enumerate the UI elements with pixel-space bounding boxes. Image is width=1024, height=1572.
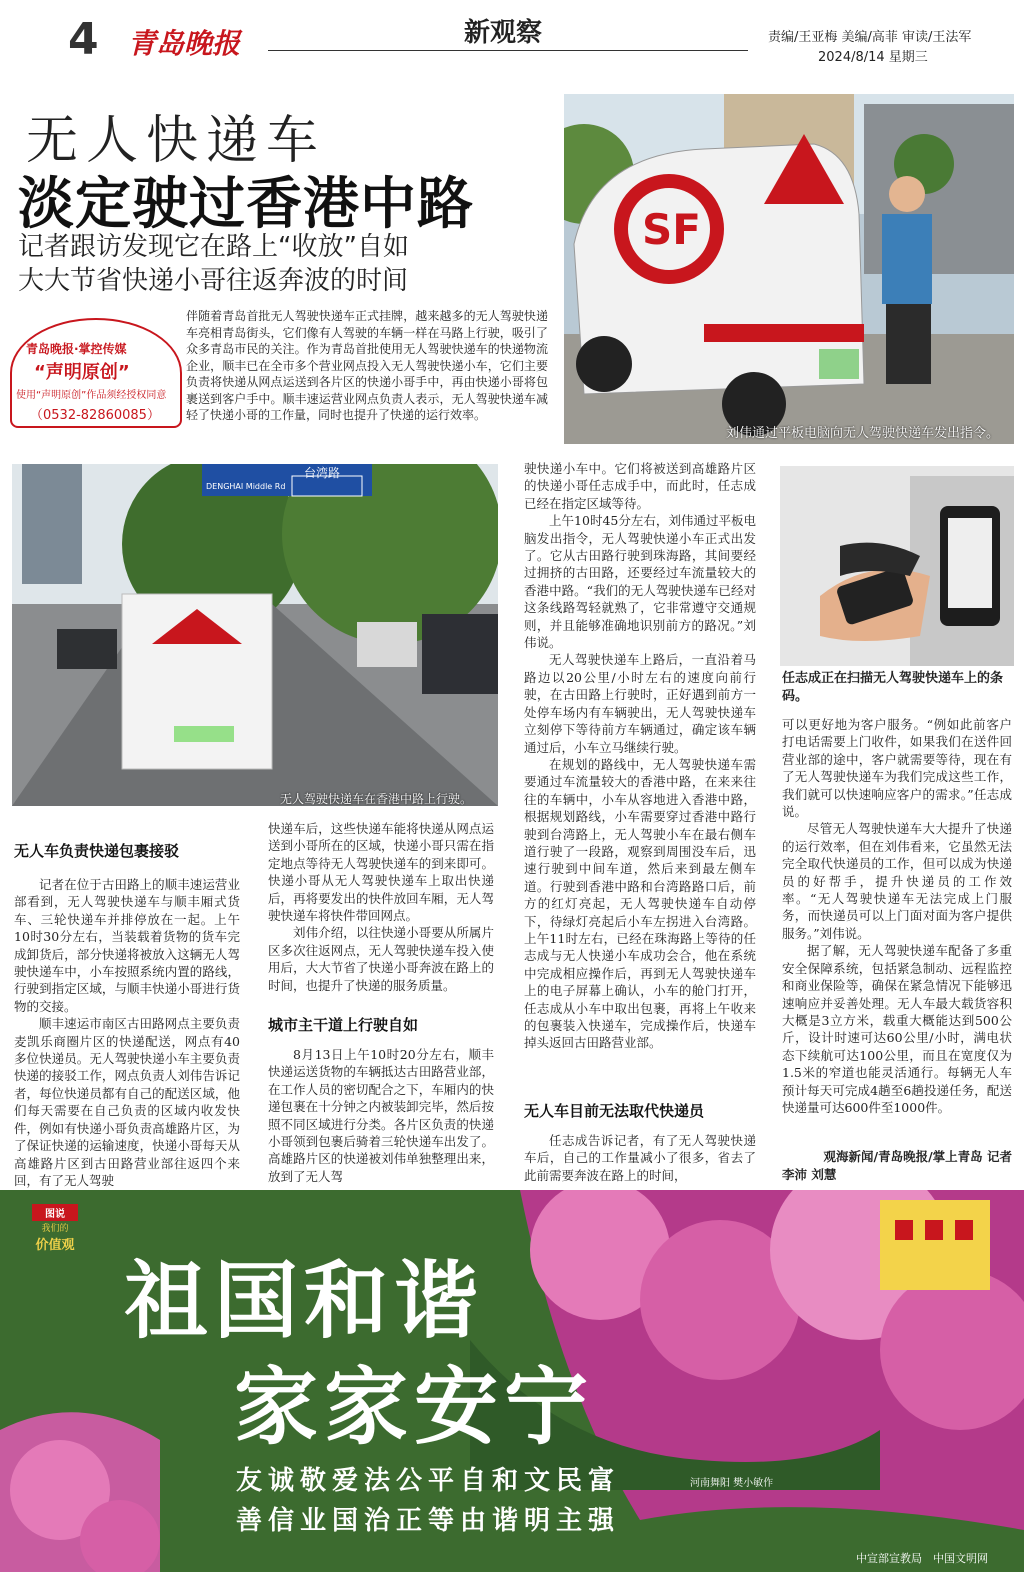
col2-paragraph-3: 8月13日上午10时20分左右，顺丰快递运送货物的车辆抵达古田路营业部，在工作人员的密切配合之下，车厢内的快递包裹在十分钟之内被装卸完毕，然后按照不同区域进行分类。各片区负责的快递小哥领到包裹后骑着三轮快递车出发了。高雄路片区的快递被刘伟单独整理出来，放到了无人驾 — [268, 1047, 494, 1184]
col4-paragraph-1: 可以更好地为客户服务。“例如此前客户打电话需要上门收件，如果我们在送件回营业部的途中，客户就需要等待，现在有了无人驾驶快递车为我们完成这些工作，我们就可以快速响应客户的需求。”任志成说。 — [782, 717, 1012, 820]
original-stamp — [10, 318, 182, 428]
col3-heading: 无人车目前无法取代快递员 — [524, 1102, 705, 1120]
banner-values-1: 友诚敬爱法公平自和文民富 — [236, 1466, 621, 1496]
col3-paragraph-3: 无人驾驶快递车上路后，一直沿着马路边以20公里/小时左右的速度向前行驶，在古田路上行驶时，正好遇到前方一处停车场内有车辆驶出，无人驾驶快递车立刻停下等待前方车辆通过，确定该车辆通过后，小车立马继续行驶。 — [524, 652, 756, 755]
photo-sf-van — [564, 94, 1014, 444]
col3-paragraph-5: 任志成告诉记者，有了无人驾驶快递车后，自己的工作量减小了很多，省去了此前需要奔波在路上的时间， — [524, 1133, 756, 1183]
banner-title-2: 家家安宁 — [234, 1358, 595, 1456]
col3-paragraph-4: 在规划的路线中，无人驾驶快递车需要通过车流量较大的香港中路，在来来往往的车辆中，小车从容地进入香港中路，根据规划路线，小车需要穿过香港中路行驶到台湾路上，无人驾驶小车在最右侧车道行驶了一段路，观察到周围没车后，迅速行驶到中间车道，然后来到最左侧车道。行驶到香港中路和台湾路路口后，前方的红灯亮起，无人驾驶快递车自动停下，待绿灯亮起后小车左拐进入台湾路。上午11时左右，已经在珠海路上等待的任志成与无人快递小车成功会合，他在系统中完成相应操作后，再到无人驾驶快递车上的电子屏幕上确认，小车的舱门打开，任志成从小车中取出包裹，再将上午收来的包裹装入快递车，完成操作后，快递车掉头返回古田路营业部。 — [524, 756, 756, 1051]
byline-line-2: 李沛 刘慧 — [782, 1167, 837, 1182]
col3-paragraph-2: 上午10时45分左右，刘伟通过平板电脑发出指令，无人驾驶快递小车正式出发了。它从古田路行驶到珠海路，其间要经过拥挤的古田路，还要经过车流量较大的香港中路。“我们的无人驾驶快递车已经对这条线路驾轻就熟了，它非常遵守交通规则，并且能够准确地识别前方的路况。”刘伟说。 — [524, 513, 756, 651]
col3-paragraph-1: 驶快递小车中。它们将被送到高雄路片区的快递小哥任志成手中，而此时，任志成已经在指定区域等待。 — [524, 461, 756, 511]
banner-badge-line-3: 价值观 — [35, 1238, 75, 1253]
col1-paragraph-1: 记者在位于古田路上的顺丰速运营业部看到，无人驾驶快递车与顺丰厢式货车、三轮快递车并排停放在一起。上午10时30分左右，当装载着货物的货车完成卸货后，部分快递将被放入这辆无人驾驶快递车中，小车按照系统内置的路线，行驶到指定区域，与顺丰快递小哥进行货物的交接。 — [14, 877, 240, 1014]
col3-body — [524, 460, 756, 1052]
stamp-line-3: 使用“声明原创”作品须经授权同意 — [16, 390, 167, 401]
banner-badge-line-1: 图说 — [32, 1204, 78, 1221]
col1-body — [14, 876, 240, 1189]
paper-name: 青岛晚报 — [128, 27, 241, 60]
byline — [782, 1148, 1012, 1184]
lead-paragraph: 伴随着青岛首批无人驾驶快递车正式挂牌，越来越多的无人驾驶快递车亮相青岛街头，它们像有人驾驶的车辆一样在马路上行驶，吸引了众多青岛市民的关注。作为青岛首批使用无人驾驶快递车的快递物流企业，顺丰已在全市多个营业网点投入无人驾驶快递小车，它们主要负责将快递从网点运送到各片区的快递小哥手中，再由快递小哥将包裹送到客户手中。顺丰速运营业网点负责人表示，无人驾驶快递车减轻了快递小哥的工作量，同时也提升了快递的运行效率。 — [186, 309, 548, 422]
banner-artist: 河南舞阳 樊小敏作 — [690, 1478, 774, 1489]
subheadline-line-1: 记者跟访发现它在路上“收放”自如 — [18, 232, 409, 262]
col4-paragraph-3: 据了解，无人驾驶快递车配备了多重安全保障系统，包括紧急制动、远程监控和商业保险等，确保在紧急情况下能够迅速响应并妥善处理。无人车最大载货容积大概是3立方米，载重大概能达到500公斤，设计时速可达60公里/小时，满电状态下续航可达100公里，而且在宽度仅为1.5米的窄道也能灵活通行。每辆无人车预计每天可完成4趟至6趟投递任务，配送快递量可达600件至1000件。 — [782, 943, 1012, 1115]
col1-heading: 无人车负责快递包裹接驳 — [14, 842, 180, 860]
banner-badge-line-2: 我们的 — [41, 1224, 69, 1234]
banner-values-2: 善信业国治正等由谐明主强 — [236, 1506, 621, 1536]
kicker: 无人快递车 — [26, 111, 327, 171]
editors-line: 责编/王亚梅 美编/高菲 审读/王法军 — [768, 30, 972, 45]
street-sign-sub: DENGHAI Middle Rd — [206, 482, 286, 491]
col2-body-top — [268, 820, 494, 994]
header-rule — [268, 50, 748, 51]
banner-badge — [32, 1204, 78, 1253]
subheadline-line-2: 大大节省快递小哥往返奔波的时间 — [18, 266, 409, 296]
col2-paragraph-1: 快递车后，这些快递车能将快递从网点运送到小哥所在的区域，快递小哥只需在指定地点等待无人驾驶快递车的到来即可。快递小哥从无人驾驶快递车上取出快递后，再将要发出的快件放回车厢，无人驾驶快递车将快件带回网点。 — [268, 821, 494, 924]
col2-body-bottom — [268, 1046, 494, 1185]
headline: 淡定驶过香港中路 — [18, 172, 474, 237]
stamp-line-4: （0532-82860085） — [30, 408, 160, 423]
issue-date: 2024/8/14 星期三 — [818, 50, 928, 65]
photo-street — [12, 464, 498, 806]
page-number: 4 — [68, 14, 99, 65]
photo-street-caption: 无人驾驶快递车在香港中路上行驶。 — [280, 792, 473, 806]
section-title: 新观察 — [464, 18, 543, 48]
street-sign-text: 台湾路 — [304, 466, 341, 480]
values-banner — [0, 1190, 1024, 1572]
stamp-line-1: 青岛晚报·掌控传媒 — [26, 342, 127, 356]
col1-paragraph-2: 顺丰速运市南区古田路网点主要负责麦凯乐商圈片区的快递配送，网点有40多位快递员。无人驾驶快递小车主要负责快递的接驳工作，网点负责人刘伟告诉记者，每位快递员都有自己的配送区域，他们每天需要在自己负责的区域内收发快件，例如有快递小哥负责高雄路片区，为了保证快递的运输速度，快递小哥每天从高雄路片区到古田路营业部往返四个来回，有了无人驾驶 — [14, 1016, 240, 1188]
photo-sf-van-caption: 刘伟通过平板电脑向无人驾驶快递车发出指令。 — [726, 426, 1000, 441]
banner-credit: 中宣部宣教局 中国文明网 — [856, 1552, 988, 1565]
col4-paragraph-2: 尽管无人驾驶快递车大大提升了快递的运行效率，但在刘伟看来，它虽然无法完全取代快递员的工作，但可以成为快递员的好帮手，提升快递员的工作效率。“无人驾驶快递车无法完成上门服务，而快递员可以上门面对面为客户提供服务。”刘伟说。 — [782, 821, 1012, 941]
photo-scanning-caption: 任志成正在扫描无人驾驶快递车上的条码。 — [782, 671, 1004, 704]
svg-text:SF: SF — [642, 205, 701, 254]
col4-body — [782, 716, 1012, 1116]
col2-paragraph-2: 刘伟介绍，以往快递小哥要从所属片区多次往返网点，无人驾驶快递车投入使用后，大大节省了快递小哥奔波在路上的时间，也提升了快递的服务质量。 — [268, 925, 494, 993]
byline-line-1: 观海新闻/青岛晚报/掌上青岛 记者 — [823, 1149, 1012, 1164]
photo-scanning — [780, 466, 1014, 666]
stamp-line-2: “声明原创” — [34, 362, 130, 383]
col2-heading: 城市主干道上行驶自如 — [268, 1016, 419, 1034]
subheadline — [18, 230, 409, 298]
col3-body-bottom — [524, 1132, 756, 1184]
banner-title-1: 祖国和谐 — [124, 1252, 485, 1350]
